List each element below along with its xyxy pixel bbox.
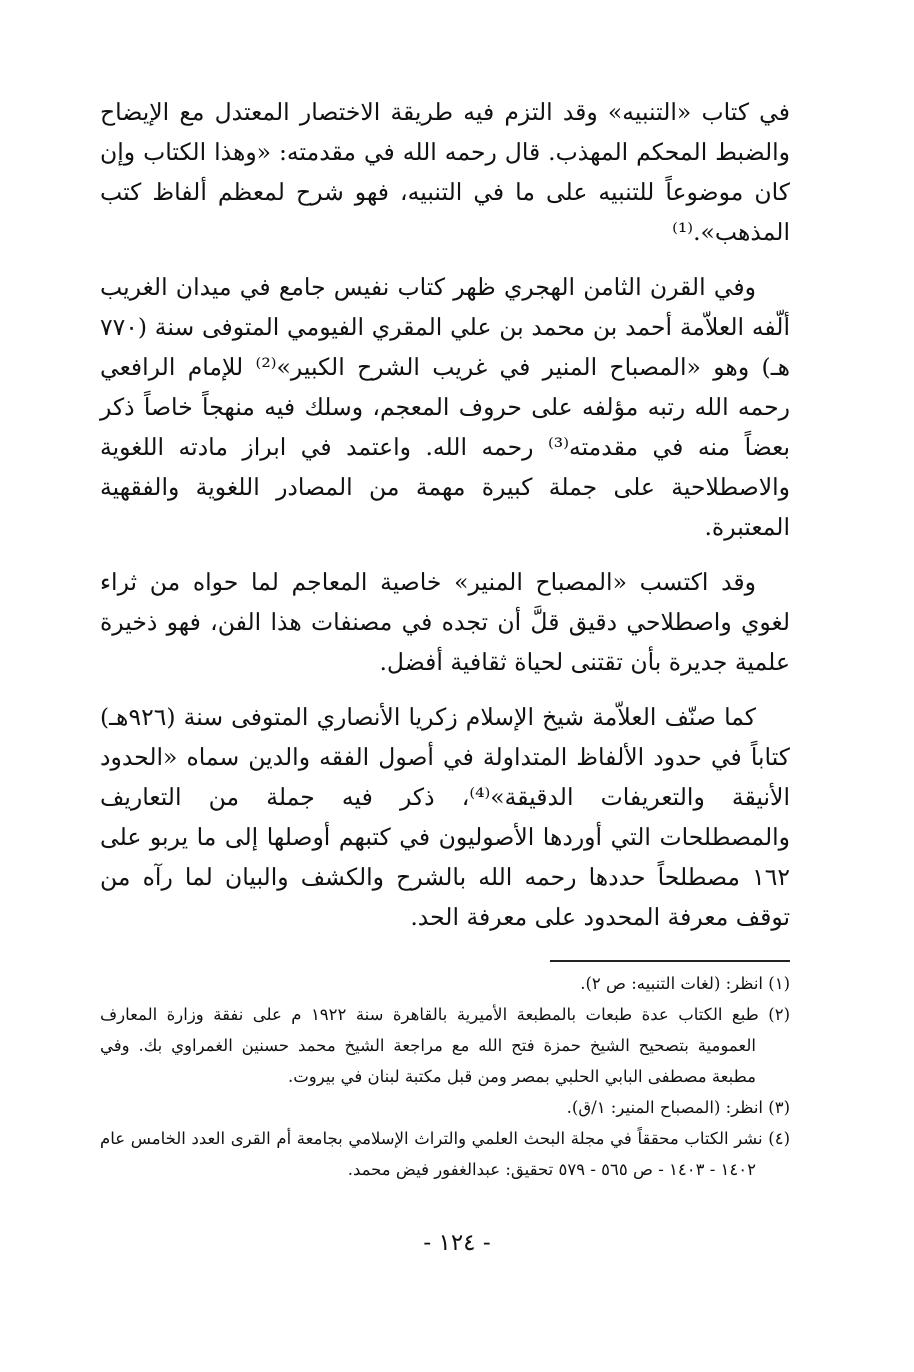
paragraph-1: في كتاب «التنبيه» وقد التزم فيه طريقة الاختصار المعتدل مع الإيضاح والضبط المحكم المهذب. قال رحمه الله في مقدمته: «وهذا الكتاب وإن كان موضوعاً للتنبيه على ما في التنبيه، فهو شرح لمعظم ألفاظ كتب المذهب».⁽¹⁾ [100,98,790,246]
footnote-separator [550,960,790,962]
paragraph-4: كما صنّف العلاّمة شيخ الإسلام زكريا الأنصاري المتوفى سنة (٩٢٦هـ) كتاباً في حدود الألفاظ المتداولة في أصول الفقه والدين سماه «الحدود الأنيقة والتعريفات الدقيقة»⁽⁴⁾، ذكر فيه جملة من التعاريف والمصطلحات التي أوردها الأصوليون في كتبهم أوصلها إلى ما يربو على ١٦٢ مصطلحاً حددها رحمه الله بالشرح والكشف والبيان لما رآه من توقف معرفة المحدود على معرفة الحد. [100,703,790,931]
paragraph-2: وفي القرن الثامن الهجري ظهر كتاب نفيس جامع في ميدان الغريب ألّفه العلاّمة أحمد بن محمد بن علي المقري الفيومي المتوفى سنة (٧٧٠ هـ) وهو «المصباح المنير في غريب الشرح الكبير»⁽²⁾ للإمام الرافعي رحمه الله رتبه مؤلفه على حروف المعجم، وسلك فيه منهجاً خاصاً ذكر بعضاً منه في مقدمته⁽³⁾ رحمه الله. واعتمد في ابراز مادته اللغوية والاصطلاحية على جملة كبيرة مهمة من المصادر اللغوية والفقهية المعتبرة. [100,273,790,541]
footnote-2: (٢) طبع الكتاب عدة طبعات بالمطبعة الأميرية بالقاهرة سنة ١٩٢٢ م على نفقة وزارة المعارف العمومية بتصحيح الشيخ حمزة فتح الله مع مراجعة الشيخ محمد حسنين الغمراوي بك. وفي مطبعة مصطفى البابي الحلبي بمصر ومن قبل مكتبة لبنان في بيروت. [100,1005,790,1086]
paragraph-3: وقد اكتسب «المصباح المنير» خاصية المعاجم لما حواه من ثراء لغوي واصطلاحي دقيق قلَّ أن تجده في مصنفات هذا الفن، فهو ذخيرة علمية جديرة بأن تقتنى لحياة ثقافية أفضل. [100,568,790,676]
footnote-1: (١) انظر: (لغات التنبيه: ص ٢). [580,974,790,993]
footnote-4: (٤) نشر الكتاب محققاً في مجلة البحث العلمي والتراث الإسلامي بجامعة أم القرى العدد الخامس عام ١٤٠٢ - ١٤٠٣ - ص ٥٦٥ - ٥٧٩ تحقيق: عبدالغفور فيض محمد. [100,1129,790,1179]
footnote-3: (٣) انظر: (المصباح المنير: ١/ق). [566,1098,790,1117]
main-text [100,92,790,952]
footnotes-section [100,960,790,1185]
page-number: - ١٢٤ - [423,1230,491,1256]
